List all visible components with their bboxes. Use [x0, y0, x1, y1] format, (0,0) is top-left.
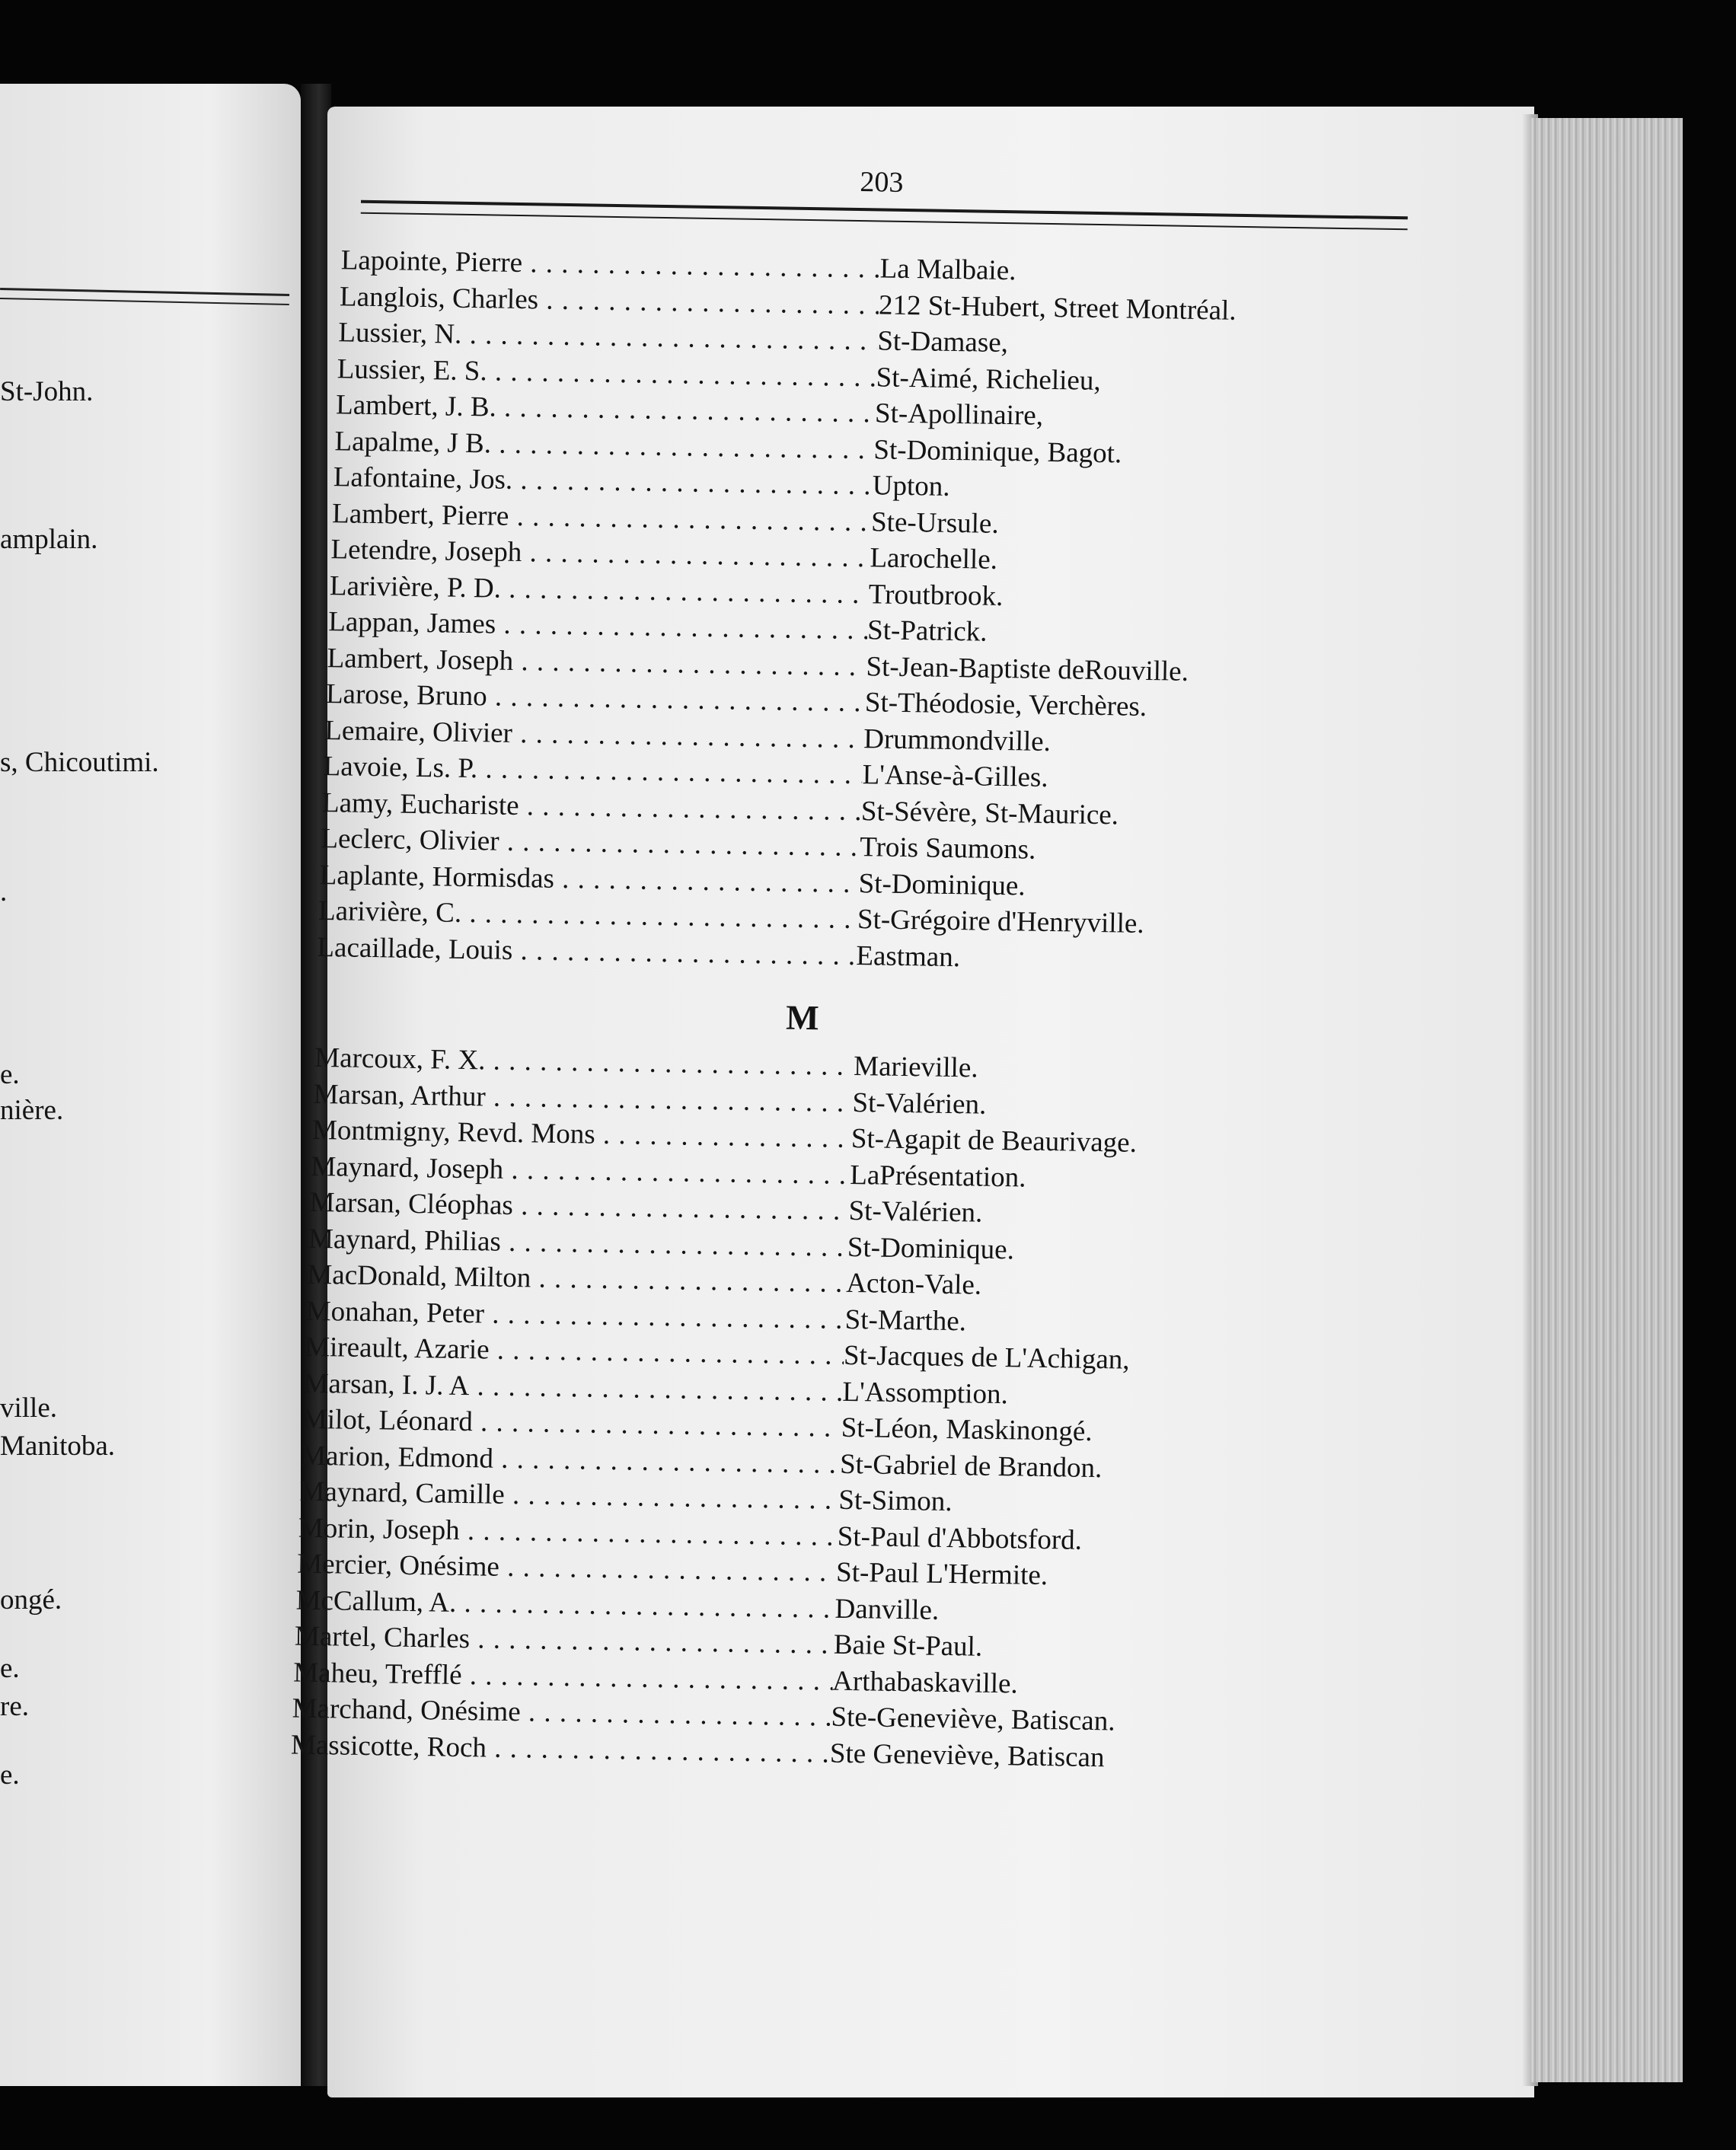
- entry-name-text: McCallum, A.: [295, 1584, 457, 1619]
- entry-name-text: Mireault, Azarie: [304, 1331, 490, 1366]
- entry-place: L'Anse-à-Gilles.: [862, 759, 1048, 793]
- leader-dots: [595, 1119, 851, 1157]
- entry-place: St-Aimé, Richelieu,: [876, 361, 1101, 397]
- entry-place: St-Patrick.: [866, 614, 988, 648]
- entry-name-text: Lapalme, J B.: [334, 425, 492, 459]
- entry-place: La Malbaie.: [879, 253, 1016, 287]
- entry-place: Upton.: [872, 470, 950, 502]
- left-fragment: ongé.: [0, 1584, 62, 1616]
- entry-name-text: Maheu, Trefflé: [293, 1657, 462, 1691]
- left-fragment: s, Chicoutimi.: [0, 747, 159, 778]
- left-fragment: ville.: [0, 1392, 58, 1424]
- entry-name-text: Langlois, Charles: [339, 280, 539, 315]
- entry-place: St-Grégoire d'Henryville.: [857, 904, 1144, 939]
- entry-name-text: Marion, Edmond: [300, 1440, 494, 1475]
- entry-name-text: Marsan, Cléophas: [309, 1186, 514, 1221]
- left-fragment: e.: [0, 1059, 20, 1090]
- entry-place: Eastman.: [856, 939, 961, 973]
- entry-name-text: Milot, Léonard: [302, 1403, 474, 1438]
- entry-place: Marieville.: [853, 1051, 978, 1084]
- left-fragment: Manitoba.: [0, 1431, 116, 1462]
- entry-place: Danville.: [834, 1593, 940, 1626]
- left-header-rule: [0, 288, 289, 305]
- leader-dots: [493, 1443, 841, 1482]
- entry-name-text: Monahan, Peter: [305, 1295, 485, 1329]
- entry-place: St-Apollinaire,: [874, 397, 1044, 432]
- leader-dots: [554, 863, 859, 901]
- entry-place: St-Valérien.: [852, 1086, 987, 1121]
- leader-dots: [504, 1479, 838, 1519]
- leader-dots: [512, 464, 873, 504]
- entry-place: St-Paul d'Abbotsford.: [837, 1520, 1083, 1556]
- entry-place: LaPrésentation.: [849, 1159, 1026, 1194]
- entry-name: [291, 1727, 831, 1772]
- leader-dots: [512, 934, 857, 974]
- entry-place: Arthabaskaville.: [831, 1665, 1019, 1699]
- entry-place: St-Marthe.: [844, 1303, 967, 1337]
- entry-name-text: Lapointe, Pierre: [340, 244, 523, 279]
- left-fragment: nière.: [0, 1095, 64, 1126]
- entry-place: St-Dominique.: [847, 1231, 1015, 1265]
- page-number: 203: [860, 165, 904, 199]
- leader-dots: [513, 1190, 849, 1230]
- entry-place: St-Valérien.: [848, 1195, 983, 1229]
- entry-name-text: Laplante, Hormisdas: [319, 859, 555, 895]
- entry-name-text: Lamy, Eucharistе: [321, 786, 519, 821]
- entry-place: St-Gabriel de Brandon.: [839, 1448, 1103, 1484]
- leader-dots: [484, 1298, 845, 1338]
- entry-name-text: Massicotte, Roch: [290, 1729, 487, 1764]
- entry-place: St-Dominique, Bagot.: [873, 433, 1122, 469]
- leader-dots: [501, 1226, 848, 1265]
- entry-place: 212 St-Hubert, Street Montréal.: [878, 289, 1237, 327]
- leader-dots: [538, 284, 879, 324]
- entry-name-text: Larose, Bruno: [325, 678, 487, 713]
- left-fragment: .: [0, 876, 8, 908]
- entry-name-text: Marchand, Onésime: [292, 1692, 522, 1728]
- entry-place: Trois Saumons.: [860, 831, 1036, 866]
- entry-name-text: Lafontaine, Jos.: [333, 461, 513, 496]
- entry-place: St-Dominique.: [858, 867, 1026, 902]
- entry-place: St-Simon.: [838, 1484, 953, 1518]
- leader-dots: [519, 790, 861, 830]
- entry-name-text: Lambert, J. B.: [335, 389, 497, 423]
- entry-place: St-Léon, Maskinongé.: [841, 1412, 1093, 1447]
- left-fragment: e.: [0, 1653, 20, 1684]
- entry-place: St-Agapit de Beaurivage.: [850, 1122, 1138, 1159]
- entry-name-text: Leclerc, Olivier: [321, 822, 499, 857]
- entry-place: St-Paul L'Hermite.: [835, 1556, 1048, 1592]
- entry-place: Drummondville.: [863, 723, 1051, 758]
- leader-dots: [503, 1153, 850, 1193]
- entry-name-text: Maynard, Philias: [308, 1223, 502, 1258]
- entry-place: Larochelle.: [870, 542, 998, 576]
- entry-name-text: Marsan, Arthur: [313, 1078, 487, 1112]
- section-heading-m: M: [785, 997, 819, 1038]
- entry-name-text: Lacaillade, Louis: [317, 931, 513, 966]
- entry-name-text: Marsan, I. J. A: [303, 1367, 470, 1402]
- left-fragment: re.: [0, 1691, 29, 1722]
- entry-place: Ste-Geneviève, Batiscan.: [831, 1701, 1115, 1737]
- entry-name-text: Marcoux, F. X.: [314, 1042, 486, 1077]
- leader-dots: [509, 500, 871, 540]
- page-content: [290, 152, 1470, 1997]
- leader-dots: [531, 1262, 847, 1301]
- leader-dots: [487, 1732, 831, 1772]
- entry-place: St-Théodosie, Verchères.: [864, 687, 1147, 723]
- entry-place: St-Jacques de L'Achigan,: [843, 1339, 1130, 1376]
- entry-place: Acton-Vale.: [846, 1267, 982, 1301]
- entry-name-text: Lussier, N.: [338, 317, 462, 350]
- entry-name-text: Lappan, James: [327, 606, 496, 640]
- left-fragment: e.: [0, 1759, 20, 1791]
- entry-name-text: Lavoie, Ls. P.: [323, 751, 478, 785]
- leader-dots: [513, 645, 866, 684]
- entry-place: Troutbrook.: [868, 578, 1004, 612]
- entry-place: St-Jean-Baptiste deRouville.: [866, 650, 1189, 687]
- entry-name-text: Maynard, Camille: [299, 1475, 506, 1510]
- entry-name: [317, 929, 857, 974]
- left-page: [0, 84, 301, 2086]
- entry-name-text: Larivière, P. D.: [329, 569, 502, 604]
- leader-dots: [499, 1552, 837, 1591]
- entry-place: L'Assomption.: [842, 1376, 1009, 1410]
- header-rule: [361, 200, 1408, 231]
- entry-name-text: Letendre, Joseph: [330, 534, 522, 569]
- leader-dots: [522, 537, 870, 576]
- entry-place: Baie St-Paul.: [833, 1628, 983, 1663]
- leader-dots: [520, 1696, 831, 1735]
- left-fragment: St-John.: [0, 376, 94, 407]
- left-fragment: amplain.: [0, 524, 98, 555]
- entry-name-text: MacDonald, Milton: [307, 1258, 531, 1294]
- leader-dots: [470, 1623, 834, 1664]
- entry-name-text: Lemaire, Olivier: [324, 714, 513, 749]
- entry-place: St-Damase,: [877, 325, 1009, 359]
- entry-name-text: Larivière, C.: [318, 895, 462, 929]
- entry-name-text: Montmigny, Revd. Mons: [311, 1114, 596, 1150]
- entry-name-text: Lambert, Pierre: [331, 497, 509, 532]
- leader-dots: [489, 1335, 844, 1374]
- entry-place: Ste Geneviève, Batiscan: [829, 1737, 1105, 1773]
- leader-dots: [512, 717, 864, 757]
- entry-name-text: Lussier, E. S.: [337, 352, 488, 387]
- entry-place: Ste-Ursule.: [870, 506, 999, 540]
- entry-place: St-Sévère, St-Maurice.: [860, 795, 1119, 831]
- entry-name-text: Martel, Charles: [294, 1620, 471, 1655]
- entry-name-text: Morin, Joseph: [298, 1512, 460, 1546]
- entry-name-text: Maynard, Joseph: [311, 1150, 504, 1185]
- leader-dots: [522, 247, 880, 287]
- page-edge-stack: [1530, 118, 1683, 2082]
- leader-dots: [499, 826, 860, 866]
- entry-name-text: Lambert, Joseph: [327, 642, 514, 677]
- entry-name-text: Mercier, Onésime: [296, 1548, 500, 1583]
